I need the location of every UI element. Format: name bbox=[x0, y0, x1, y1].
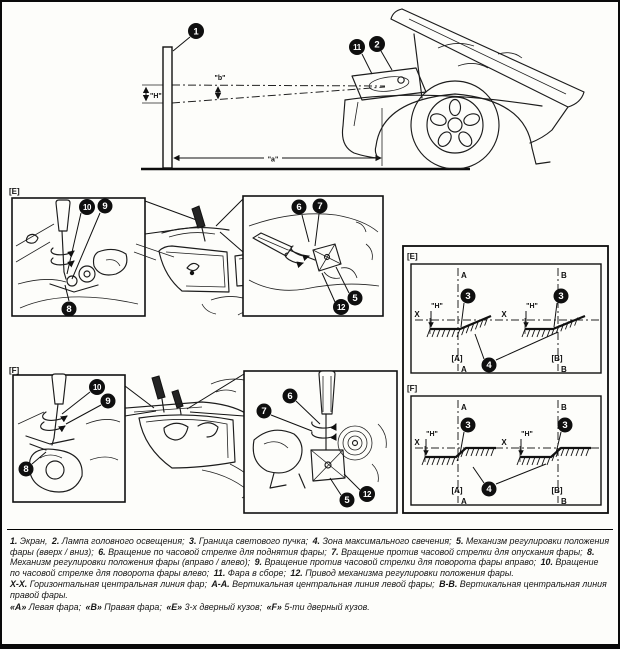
legend-item-text: Вращение против часовой стрелки для опускания фары; bbox=[341, 546, 583, 557]
dim-h-label: "H" bbox=[426, 431, 438, 438]
svg-text:8: 8 bbox=[23, 464, 29, 476]
dim-h-label: "H" bbox=[526, 303, 538, 310]
car-front-drawing bbox=[342, 9, 584, 169]
headlamp-a-label: [A] bbox=[451, 486, 463, 495]
legend-item-text: Левая фара; bbox=[28, 601, 82, 612]
aiming-screen bbox=[163, 47, 172, 168]
legend-item-text: Вращение по часовой стрелке для поднятия фары; bbox=[108, 546, 327, 557]
line-b-label: B bbox=[561, 403, 567, 412]
pattern-f-label: [F] bbox=[407, 384, 418, 393]
legend-item-num: 5. bbox=[456, 536, 464, 546]
adjuster-row-3door bbox=[6, 184, 402, 364]
legend-item bbox=[214, 568, 286, 578]
legend-item bbox=[331, 547, 582, 557]
adjuster-row-5door bbox=[6, 364, 402, 528]
headlight-aiming-diagram bbox=[6, 6, 618, 184]
svg-text:4: 4 bbox=[486, 360, 492, 372]
line-a-label: A bbox=[461, 403, 467, 412]
svg-text:6: 6 bbox=[296, 202, 302, 214]
callout-11 bbox=[349, 39, 372, 74]
svg-text:4: 4 bbox=[486, 484, 492, 496]
legend-item-num: «А» bbox=[10, 601, 27, 612]
x-label: X bbox=[501, 310, 507, 319]
line-a-label: A bbox=[461, 497, 467, 506]
beam-lines bbox=[172, 85, 385, 103]
legend-item-num: X-X. bbox=[10, 579, 28, 590]
legend-item bbox=[86, 602, 162, 612]
legend-item bbox=[189, 536, 308, 546]
legend-item bbox=[98, 547, 327, 557]
legend-item bbox=[10, 602, 81, 612]
line-a-label: A bbox=[461, 365, 467, 374]
legend-item-num: 11. bbox=[213, 567, 226, 578]
legend-item bbox=[267, 602, 370, 612]
svg-text:1: 1 bbox=[193, 26, 199, 38]
svg-text:8: 8 bbox=[66, 304, 72, 316]
dim-h-label: "H" bbox=[431, 303, 443, 310]
legend-item bbox=[166, 602, 262, 612]
legend-item bbox=[313, 536, 452, 546]
legend-item-num: «Е» bbox=[166, 601, 183, 612]
legend-item-text: 5-ти дверный кузов. bbox=[284, 601, 370, 612]
legend-item-text: Вращение по часовой стрелке для поворота фары влево; bbox=[10, 557, 599, 578]
legend-item-num: A-A. bbox=[211, 579, 230, 590]
zoom-wedge-right bbox=[216, 199, 243, 252]
legend-item-num: 12. bbox=[290, 567, 303, 578]
svg-text:5: 5 bbox=[344, 495, 350, 507]
legend-item-text: Экран, bbox=[19, 536, 48, 546]
headlamp-a-label: [A] bbox=[451, 354, 463, 363]
legend-item-num: 6. bbox=[98, 546, 106, 557]
legend-item-num: 3. bbox=[189, 536, 197, 546]
legend-item bbox=[10, 579, 207, 589]
svg-text:9: 9 bbox=[105, 396, 111, 408]
legend-marks bbox=[10, 602, 610, 613]
svg-text:12: 12 bbox=[362, 490, 372, 500]
x-label: X bbox=[414, 438, 420, 447]
dimension-a bbox=[174, 108, 382, 166]
line-b-label: B bbox=[561, 365, 567, 374]
headlamp-context-3door bbox=[134, 206, 258, 315]
svg-text:3: 3 bbox=[558, 291, 564, 303]
line-b-label: B bbox=[561, 497, 567, 506]
svg-text:11: 11 bbox=[353, 43, 361, 53]
legend-item-text: Привод механизма регулировки положения фары. bbox=[305, 567, 514, 578]
svg-text:2: 2 bbox=[374, 39, 380, 51]
legend-item-num: «В» bbox=[85, 601, 102, 612]
dim-h-label: "H" bbox=[150, 93, 162, 100]
dimension-b bbox=[215, 75, 226, 99]
line-a-label: A bbox=[461, 271, 467, 280]
legend-item-num: 7. bbox=[331, 546, 339, 557]
legend-item-text: Граница светового пучка; bbox=[198, 536, 309, 546]
svg-text:7: 7 bbox=[317, 201, 323, 213]
svg-text:7: 7 bbox=[261, 406, 267, 418]
svg-text:10: 10 bbox=[92, 383, 102, 393]
legend-item-text: Вертикальная центральная линия правой фары. bbox=[10, 579, 607, 600]
pattern-outer-box bbox=[403, 246, 608, 513]
legend-item-text: Правая фара; bbox=[104, 601, 162, 612]
legend-item-num: 1. bbox=[10, 536, 18, 546]
dim-b-label: "b" bbox=[214, 75, 226, 82]
x-label: X bbox=[501, 438, 507, 447]
svg-text:6: 6 bbox=[287, 391, 293, 403]
legend-item-num: 2. bbox=[51, 536, 60, 546]
x-label: X bbox=[414, 310, 420, 319]
legend-item-num: 4. bbox=[312, 536, 320, 546]
legend-item-text: Вертикальная центральная линия левой фары; bbox=[232, 579, 435, 590]
legend-item-text: Зона максимального свечения; bbox=[322, 536, 452, 546]
legend-item bbox=[255, 557, 537, 567]
legend bbox=[7, 529, 613, 613]
svg-text:12: 12 bbox=[336, 303, 346, 313]
callout-1 bbox=[173, 23, 204, 51]
legend-item-num: 8. bbox=[587, 546, 595, 557]
svg-text:3: 3 bbox=[562, 420, 568, 432]
section-e-label: [E] bbox=[9, 187, 20, 196]
legend-item bbox=[211, 579, 434, 589]
legend-item bbox=[10, 536, 47, 546]
svg-text:3: 3 bbox=[465, 420, 471, 432]
legend-item-text: Фара в сборе; bbox=[227, 567, 286, 578]
svg-text:10: 10 bbox=[82, 203, 92, 213]
legend-items bbox=[10, 536, 610, 578]
legend-item-text: Лампа головного освещения; bbox=[61, 536, 185, 546]
legend-item-text: Механизм регулировки положения фары (вправо / влево); bbox=[10, 557, 251, 568]
legend-item-num: «F» bbox=[266, 601, 282, 612]
svg-text:5: 5 bbox=[352, 293, 358, 305]
section-f-label: [F] bbox=[9, 366, 20, 375]
svg-text:9: 9 bbox=[102, 201, 108, 213]
headlamp-b-label: [B] bbox=[551, 486, 563, 495]
legend-item bbox=[52, 536, 185, 546]
beam-pattern-panel bbox=[400, 242, 612, 518]
legend-item-text: Вращение против часовой стрелки для поворота фары вправо; bbox=[264, 557, 537, 568]
legend-item-text: Горизонтальная центральная линия фар; bbox=[29, 579, 207, 590]
legend-item-text: Механизм регулировки положения фары (вверх / вниз); bbox=[10, 536, 610, 557]
pattern-e-label: [E] bbox=[407, 252, 418, 261]
legend-item-text: 3-х дверный кузов; bbox=[184, 601, 263, 612]
legend-axis-lines bbox=[10, 579, 610, 600]
legend-item-num: 9. bbox=[254, 557, 263, 568]
headlamp-b-label: [B] bbox=[551, 354, 563, 363]
svg-text:3: 3 bbox=[465, 291, 471, 303]
line-b-label: B bbox=[561, 271, 567, 280]
zoom-wedge-right bbox=[187, 374, 244, 416]
legend-item bbox=[290, 568, 513, 578]
dim-h-label: "H" bbox=[521, 431, 533, 438]
callout-2 bbox=[369, 36, 392, 70]
legend-item-num: B-B. bbox=[439, 579, 458, 590]
dim-a-label: "a" bbox=[267, 156, 279, 164]
inset-box-updown bbox=[12, 198, 145, 316]
legend-item-num: 10. bbox=[540, 557, 553, 568]
